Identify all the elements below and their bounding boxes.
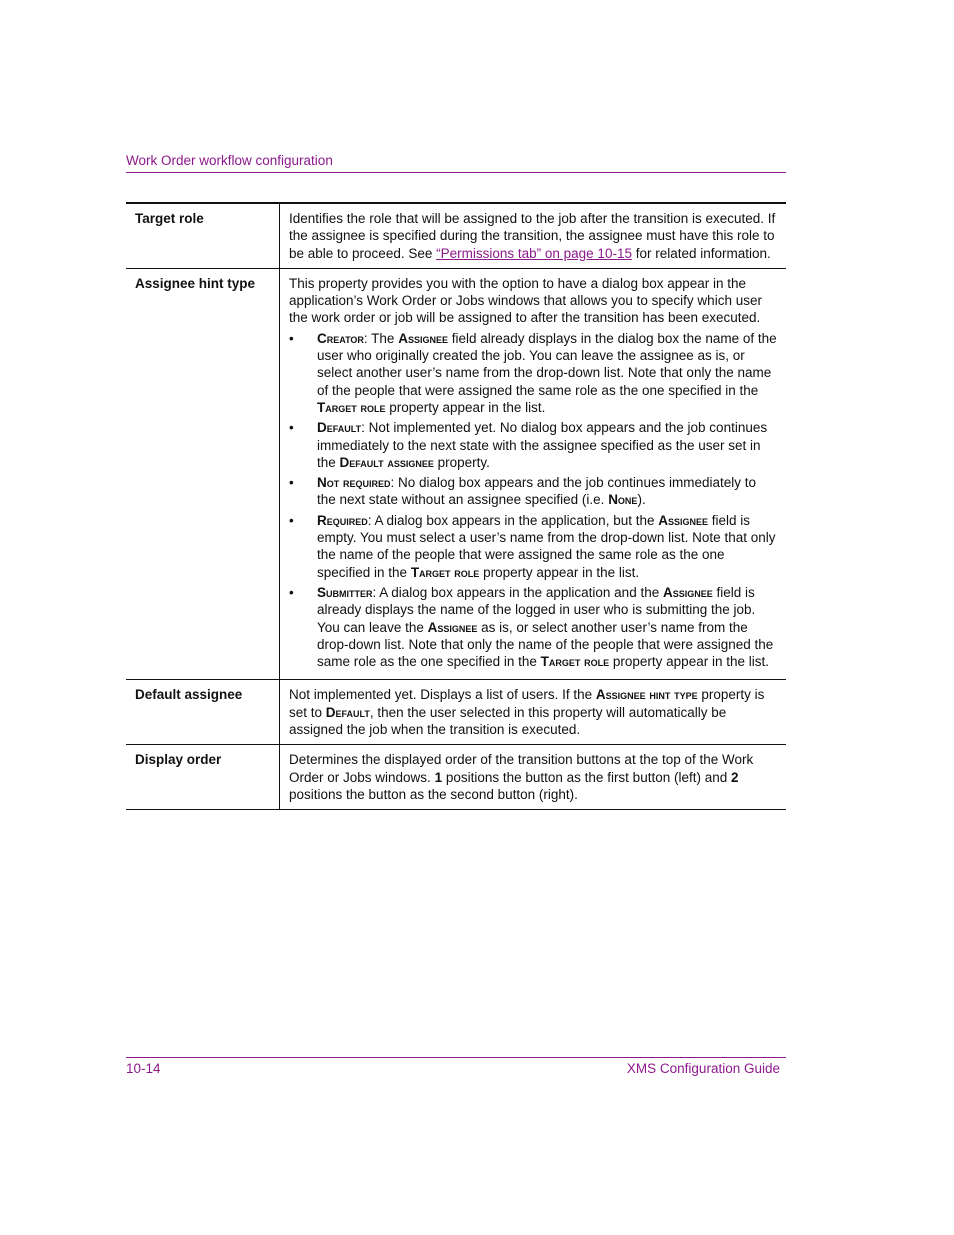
- property-description: [280, 680, 786, 744]
- keyword: Default: [325, 704, 370, 720]
- description-text: positions the button as the second button (right).: [289, 786, 578, 802]
- header-rule: [126, 172, 786, 173]
- number-value: 2: [731, 769, 739, 785]
- option-text: property appear in the list.: [385, 399, 546, 415]
- option-term: Submitter: [317, 584, 373, 600]
- keyword: Target role: [317, 399, 386, 415]
- property-name: Default assignee: [126, 680, 280, 744]
- option-text: ).: [637, 492, 646, 508]
- option-term: Not required: [317, 475, 391, 491]
- keyword: Assignee: [398, 330, 448, 346]
- option-text: field is already displays the name of the logged in user who is submitting the job. You can leave the: [317, 584, 756, 635]
- option-term: Required: [317, 512, 368, 528]
- property-name: Target role: [126, 204, 280, 268]
- option-list: [289, 330, 778, 671]
- option-submitter: [289, 584, 778, 670]
- option-text: : A dialog box appears in the application, but the: [367, 512, 659, 528]
- keyword: Default assignee: [339, 454, 434, 470]
- keyword: None: [608, 492, 638, 508]
- keyword: Assignee hint type: [595, 687, 698, 703]
- table-row-default-assignee: [126, 680, 786, 745]
- table-row-target-role: [126, 204, 786, 269]
- table-row-assignee-hint-type: [126, 269, 786, 681]
- document-title: XMS Configuration Guide: [626, 1061, 780, 1076]
- property-table: [126, 202, 786, 810]
- description-text: positions the button as the first button (left) and: [442, 769, 731, 785]
- table-row-display-order: [126, 745, 786, 810]
- description-text: Identifies the role that will be assigned to the job after the transition is executed. If the assignee is specified during the transition, the assignee must have this role to be able to proceed. See: [289, 211, 776, 261]
- keyword: Target role: [410, 564, 480, 580]
- number-value: 1: [434, 769, 443, 785]
- property-description: [280, 745, 786, 809]
- keyword: Assignee: [658, 512, 708, 528]
- option-text: : A dialog box appears in the application and the: [372, 584, 663, 600]
- option-text: field already displays in the dialog box the name of the user who originally created the job. You can leave the assignee as is, or select another user’s name from the drop-down list. Note that only the name of the people that were assigned the same role as the one specified in the: [317, 330, 777, 398]
- option-text: as is, or select another user’s name from the drop-down list. Note that only the name of the people that were assigned the same role as the one specified in the: [317, 619, 774, 670]
- property-description: [280, 204, 786, 268]
- footer-rule: [126, 1057, 786, 1058]
- keyword: Target role: [540, 654, 610, 670]
- option-text: property appear in the list.: [609, 654, 769, 670]
- description-text: for related information.: [631, 245, 771, 261]
- description-text: Not implemented yet. Displays a list of users. If the: [289, 687, 596, 703]
- running-header-title: Work Order workflow configuration: [126, 153, 333, 168]
- option-term: Creator: [317, 330, 364, 346]
- option-creator: [289, 330, 778, 416]
- permissions-tab-link[interactable]: “Permissions tab” on page 10-15: [436, 245, 632, 261]
- property-name: Display order: [126, 745, 280, 809]
- option-not-required: [289, 474, 778, 509]
- description-text: property is set to: [289, 687, 765, 720]
- option-text: : The: [363, 330, 399, 346]
- option-text: property appear in the list.: [479, 564, 640, 580]
- page-number: 10-14: [126, 1061, 161, 1076]
- description-intro: This property provides you with the option to have a dialog box appear in the application’s Work Order or Jobs windows that allows you to specify which user the work order or job will be assigned to after the transition has been executed.: [289, 275, 762, 326]
- description-text: , then the user selected in this property will automatically be assigned the job when the transition is executed.: [289, 704, 727, 738]
- keyword: Assignee: [427, 619, 478, 635]
- option-text: property.: [433, 454, 490, 470]
- keyword: Assignee: [662, 584, 713, 600]
- option-term: Default: [317, 420, 362, 436]
- property-description: [280, 269, 786, 680]
- option-text: : Not implemented yet. No dialog box appears and the job continues immediately to the next state with the assignee specified as the user set in the: [317, 420, 768, 470]
- option-required: [289, 512, 778, 581]
- description-text: Determines the displayed order of the transition buttons at the top of the Work Order or Jobs windows.: [289, 752, 754, 785]
- property-name: Assignee hint type: [126, 269, 280, 680]
- option-default: [289, 419, 778, 471]
- option-text: field is empty. You must select a user’s name from the drop-down list. Note that only the name of the people that were assigned the same role as the one specified in the: [317, 512, 776, 580]
- option-text: : No dialog box appears and the job continues immediately to the next state without an assignee specified (i.e.: [317, 475, 756, 508]
